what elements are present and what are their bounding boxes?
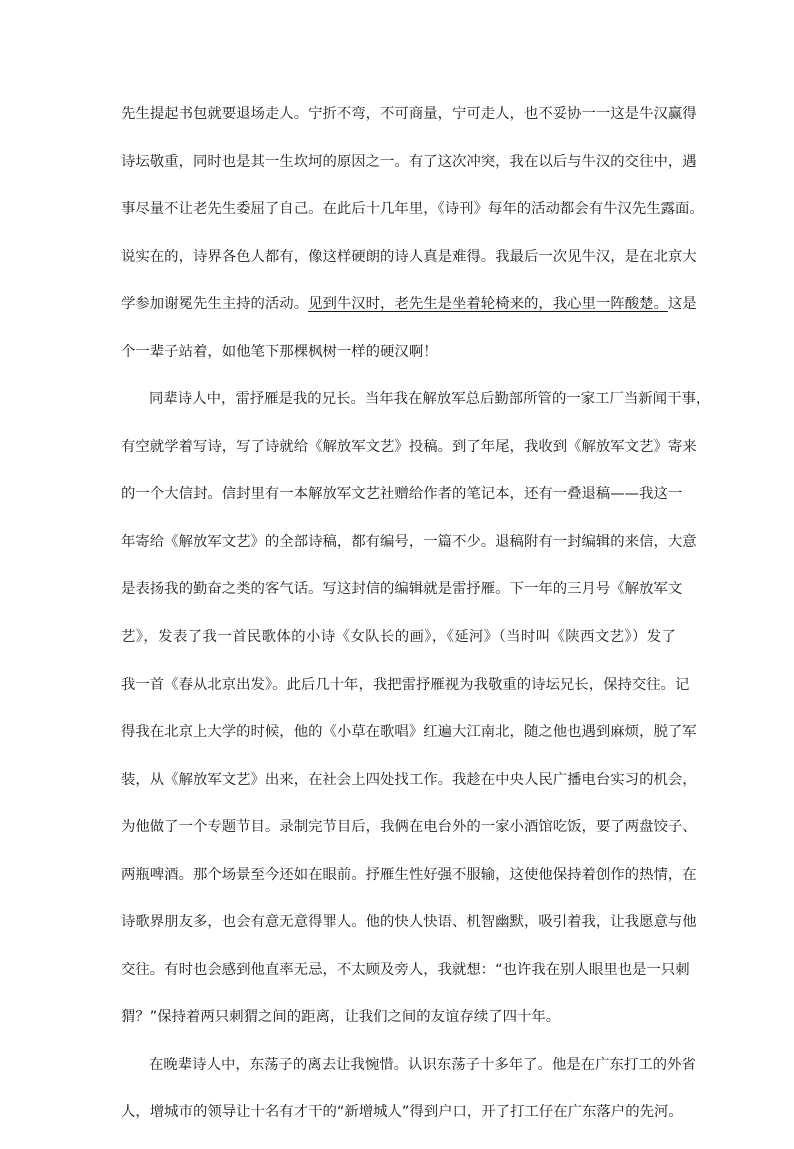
- text-span: 这是: [667, 296, 697, 313]
- text-line: 同辈诗人中，雷抒雁是我的兄长。当年我在解放军总后勤部所管的一家工厂当新闻干事，: [149, 391, 711, 408]
- paragraph-1: [121, 103, 704, 363]
- text-line: 得我在北京上大学的时候，他的《小草在歌唱》红遍大江南北，随之他也遇到麻烦，脱了军: [121, 724, 697, 741]
- text-line: 两瓶啤酒。那个场景至今还如在眼前。抒雁生性好强不服输，这使他保持着创作的热情，在: [121, 866, 697, 883]
- text-line: 先生提起书包就要退场走人。宁折不弯，不可商量，宁可走人，也不妥协一一这是牛汉赢得: [121, 106, 697, 122]
- underlined-text: 见到牛汉时，老先生是坐着轮椅来的，我心里一阵酸楚。: [308, 296, 668, 313]
- paragraph-2: [121, 388, 711, 1028]
- text-line: 是表扬我的勤奋之类的客气话。写这封信的编辑就是雷抒雁。下一年的三月号《解放军文: [121, 581, 683, 598]
- text-line: [121, 293, 697, 315]
- text-line: 说实在的，诗界各色人都有，像这样硬朗的诗人真是难得。我最后一次见牛汉，是在北京大: [121, 248, 697, 265]
- text-line: 艺》，发表了我一首民歌体的小诗《女队长的画》，《延河》（当时叫《陕西文艺》）发了: [121, 629, 676, 646]
- text-line: 有空就学着写诗，写了诗就给《解放军文艺》投稿。到了年尾，我收到《解放军文艺》寄来: [121, 438, 697, 455]
- text-line: 在晚辈诗人中，东荡子的离去让我惋惜。认识东荡子十多年了。他是在广东打工的外省: [149, 1056, 696, 1073]
- text-line: 人，增城市的领导让十名有才干的“新增城人”得到户口，开了打工仔在广东落户的先河。: [121, 1104, 683, 1121]
- article-body: [121, 103, 711, 1149]
- text-line: 诗坛敬重，同时也是其一生坎坷的原因之一。有了这次冲突，我在以后与牛汉的交往中，遇: [121, 153, 697, 170]
- text-span: 学参加谢冕先生主持的活动。: [121, 296, 309, 313]
- text-line: 猬？”保持着两只刺猬之间的距离，让我们之间的友谊存续了四十年。: [121, 1009, 561, 1026]
- text-line: 装，从《解放军文艺》出来，在社会上四处找工作。我趁在中央人民广播电台实习的机会，: [121, 771, 697, 788]
- text-line: 为他做了一个专题节目。录制完节目后，我俩在电台外的一家小酒馆吃饭，要了两盘饺子、: [121, 819, 697, 836]
- text-line: 事尽量不让老先生委屈了自己。在此后十几年里，《诗刊》每年的活动都会有牛汉先生露面。: [121, 201, 704, 218]
- paragraph-3: [121, 1054, 696, 1124]
- text-line: 年寄给《解放军文艺》的全部诗稿，都有编号，一篇不少。退稿附有一封编辑的来信，大意: [121, 533, 697, 550]
- text-line: 交往。有时也会感到他直率无忌，不太顾及旁人，我就想：“也许我在别人眼里也是一只刺: [121, 961, 690, 978]
- text-line: 个一辈子站着，如他笔下那棵枫树一样的硬汉啊！: [121, 343, 438, 360]
- text-line: 我一首《春从北京出发》。此后几十年，我把雷抒雁视为我敬重的诗坛兄长，保持交往。记: [121, 676, 690, 693]
- text-line: 诗歌界朋友多，也会有意无意得罪人。他的快人快语、机智幽默，吸引着我，让我愿意与他: [121, 914, 697, 931]
- text-line: 的一个大信封。信封里有一本解放军文艺社赠给作者的笔记本，还有一叠退稿——我这一: [121, 486, 683, 503]
